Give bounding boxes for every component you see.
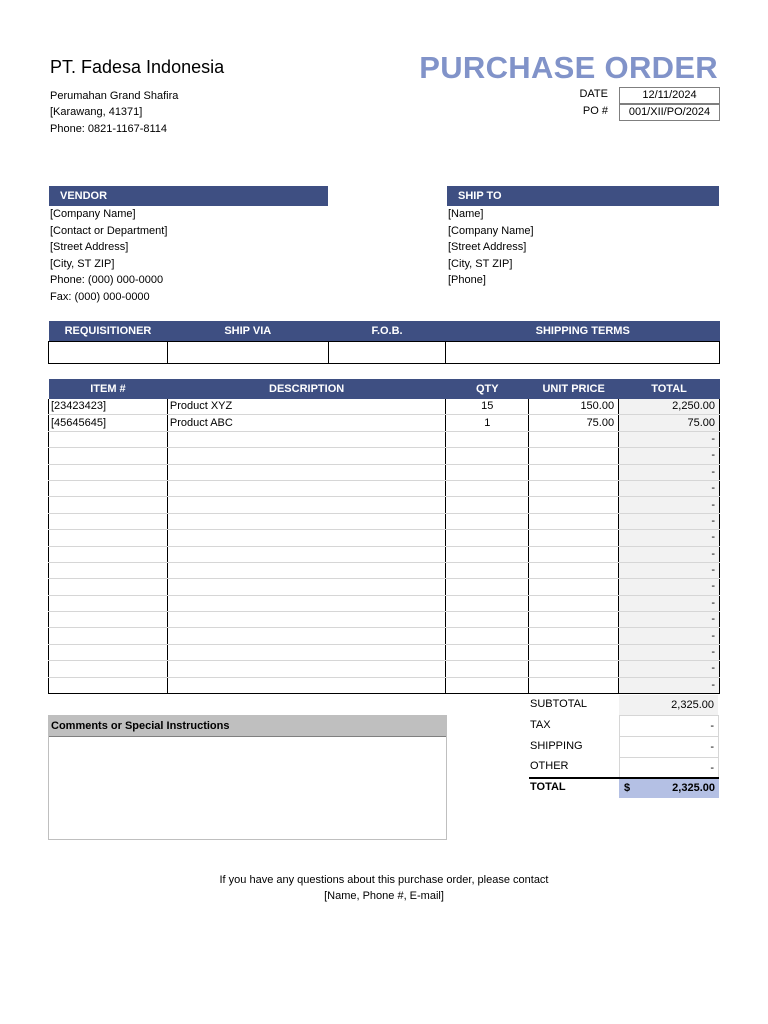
shipping-col-header: SHIPPING TERMS [446, 321, 720, 342]
item-number-cell[interactable] [49, 579, 168, 595]
description-cell[interactable] [167, 448, 446, 464]
description-cell[interactable] [167, 497, 446, 513]
other-label: OTHER [530, 760, 569, 772]
table-row [49, 464, 720, 480]
shipping-info-table [48, 321, 720, 364]
item-number-cell[interactable] [49, 595, 168, 611]
item-number-cell[interactable] [49, 677, 168, 693]
table-row [49, 480, 720, 496]
description-cell[interactable] [167, 546, 446, 562]
ship-to-details [448, 206, 534, 289]
item-number-cell[interactable] [49, 530, 168, 546]
unit-price-cell[interactable] [529, 628, 619, 644]
description-cell[interactable] [167, 628, 446, 644]
po-number-label: PO # [582, 105, 608, 117]
total-label: TOTAL [530, 781, 566, 793]
shipping-cell[interactable] [446, 342, 720, 364]
grand-total-cell [619, 779, 719, 798]
line-total-cell: - [619, 497, 720, 513]
description-cell[interactable] [167, 431, 446, 447]
tax-label: TAX [530, 719, 551, 731]
line-total-cell: - [619, 579, 720, 595]
grand-total-value: 2,325.00 [672, 782, 715, 794]
unit-price-cell[interactable] [529, 431, 619, 447]
shipping-col-header: REQUISITIONER [49, 321, 168, 342]
item-col-header: ITEM # [49, 379, 168, 399]
unit-price-cell[interactable] [529, 595, 619, 611]
item-number-cell[interactable] [49, 644, 168, 660]
footer-contact-text: If you have any questions about this purchase order, please contact [219, 874, 549, 886]
ship-to-line: [City, ST ZIP] [448, 257, 513, 270]
table-row [49, 595, 720, 611]
vendor-line: Phone: (000) 000-0000 [50, 274, 164, 287]
unit-price-cell[interactable] [529, 513, 619, 529]
qty-cell[interactable] [446, 595, 529, 611]
company-phone: Phone: 0821-1167-8114 [50, 123, 168, 135]
unit-price-cell[interactable] [529, 480, 619, 496]
item-number-cell[interactable] [49, 480, 168, 496]
description-cell[interactable] [167, 562, 446, 578]
line-total-cell: - [619, 612, 720, 628]
unit-price-cell[interactable] [529, 612, 619, 628]
shipping-col-header: F.O.B. [328, 321, 446, 342]
ship-to-line: [Phone] [448, 274, 486, 287]
subtotal-label: SUBTOTAL [530, 698, 588, 710]
item-col-header: TOTAL [619, 379, 720, 399]
qty-cell[interactable] [446, 612, 529, 628]
line-total-cell: - [619, 513, 720, 529]
unit-price-cell[interactable]: 150.00 [529, 399, 619, 415]
qty-cell[interactable] [446, 579, 529, 595]
description-cell[interactable] [167, 661, 446, 677]
vendor-line: [City, ST ZIP] [50, 257, 115, 270]
shipping-cell[interactable] [49, 342, 168, 364]
shipping-label: SHIPPING [530, 740, 583, 752]
qty-cell[interactable] [446, 628, 529, 644]
table-row [49, 513, 720, 529]
unit-price-cell[interactable]: 75.00 [529, 415, 619, 431]
table-row [49, 677, 720, 693]
unit-price-cell[interactable] [529, 677, 619, 693]
table-row [49, 628, 720, 644]
table-row [49, 644, 720, 660]
description-cell[interactable] [167, 513, 446, 529]
table-row [49, 612, 720, 628]
qty-cell[interactable] [446, 480, 529, 496]
company-address-line2: [Karawang, 41371] [50, 106, 143, 118]
company-name: PT. Fadesa Indonesia [50, 57, 225, 77]
tax-value[interactable]: - [619, 715, 719, 737]
item-number-cell[interactable] [49, 431, 168, 447]
vendor-line: [Contact or Department] [50, 224, 168, 237]
vendor-details [50, 206, 167, 306]
description-cell[interactable] [167, 579, 446, 595]
shipping-col-header: SHIP VIA [167, 321, 328, 342]
qty-cell[interactable] [446, 546, 529, 562]
description-cell[interactable] [167, 644, 446, 660]
table-row [49, 546, 720, 562]
line-total-cell: - [619, 628, 720, 644]
qty-cell[interactable] [446, 661, 529, 677]
qty-cell[interactable]: 15 [446, 399, 529, 415]
description-cell[interactable] [167, 480, 446, 496]
comments-box [48, 715, 447, 840]
ship-to-line: [Company Name] [448, 224, 534, 237]
ship-to-line: [Street Address] [448, 241, 527, 254]
company-address-line1: Perumahan Grand Shafira [50, 90, 179, 102]
vendor-line: [Street Address] [50, 241, 129, 254]
qty-cell[interactable]: 1 [446, 415, 529, 431]
date-field[interactable]: 12/11/2024 [619, 87, 720, 104]
vendor-header [49, 186, 328, 206]
line-total-cell: - [619, 464, 720, 480]
qty-cell[interactable] [446, 448, 529, 464]
qty-cell[interactable] [446, 562, 529, 578]
line-total-cell: - [619, 546, 720, 562]
other-value[interactable]: - [619, 757, 719, 779]
line-total-cell: - [619, 448, 720, 464]
unit-price-cell[interactable] [529, 579, 619, 595]
item-col-header: DESCRIPTION [167, 379, 446, 399]
line-total-cell: - [619, 530, 720, 546]
item-number-cell[interactable] [49, 448, 168, 464]
table-row [49, 562, 720, 578]
line-total-cell: - [619, 480, 720, 496]
unit-price-cell[interactable] [529, 661, 619, 677]
description-cell[interactable] [167, 677, 446, 693]
ship-to-header [447, 186, 719, 206]
table-row [49, 661, 720, 677]
item-number-cell[interactable] [49, 628, 168, 644]
qty-cell[interactable] [446, 644, 529, 660]
shipping-cell[interactable] [328, 342, 446, 364]
table-row [49, 415, 720, 431]
vendor-header-label: VENDOR [60, 190, 108, 202]
shipping-cell[interactable] [167, 342, 328, 364]
footer-contact-details: [Name, Phone #, E-mail] [324, 890, 444, 902]
line-total-cell: - [619, 595, 720, 611]
item-number-cell[interactable] [49, 661, 168, 677]
unit-price-cell[interactable] [529, 562, 619, 578]
line-total-cell: 2,250.00 [619, 399, 720, 415]
qty-cell[interactable] [446, 513, 529, 529]
item-col-header: UNIT PRICE [529, 379, 619, 399]
qty-cell[interactable] [446, 431, 529, 447]
qty-cell[interactable] [446, 464, 529, 480]
line-total-cell: - [619, 661, 720, 677]
ship-to-line: [Name] [448, 208, 484, 220]
item-number-cell[interactable] [49, 513, 168, 529]
po-number-field[interactable]: 001/XII/PO/2024 [619, 104, 720, 121]
description-cell[interactable]: Product ABC [167, 415, 446, 431]
item-number-cell[interactable] [49, 464, 168, 480]
vendor-line: [Company Name] [50, 208, 136, 220]
line-total-cell: - [619, 562, 720, 578]
document-title: PURCHASE ORDER [419, 50, 718, 85]
date-label: DATE [579, 88, 608, 100]
table-row [49, 530, 720, 546]
description-cell[interactable] [167, 530, 446, 546]
qty-cell[interactable] [446, 677, 529, 693]
table-row [49, 431, 720, 447]
item-col-header: QTY [446, 379, 529, 399]
unit-price-cell[interactable] [529, 464, 619, 480]
comments-header: Comments or Special Instructions [49, 716, 446, 737]
item-number-cell[interactable]: [45645645] [49, 415, 168, 431]
unit-price-cell[interactable] [529, 546, 619, 562]
line-total-cell: 75.00 [619, 415, 720, 431]
currency-symbol: $ [624, 782, 631, 794]
subtotal-value: 2,325.00 [619, 695, 718, 715]
item-number-cell[interactable] [49, 612, 168, 628]
item-number-cell[interactable] [49, 546, 168, 562]
item-number-cell[interactable] [49, 562, 168, 578]
vendor-line: Fax: (000) 000-0000 [50, 290, 150, 303]
item-number-cell[interactable] [49, 497, 168, 513]
line-total-cell: - [619, 431, 720, 447]
unit-price-cell[interactable] [529, 530, 619, 546]
line-total-cell: - [619, 677, 720, 693]
qty-cell[interactable] [446, 530, 529, 546]
shipping-value[interactable]: - [619, 736, 719, 758]
table-row [49, 497, 720, 513]
table-row [49, 399, 720, 415]
table-row [49, 448, 720, 464]
unit-price-cell[interactable] [529, 448, 619, 464]
line-items-table [48, 379, 720, 694]
description-cell[interactable] [167, 464, 446, 480]
line-total-cell: - [619, 644, 720, 660]
unit-price-cell[interactable] [529, 644, 619, 660]
description-cell[interactable]: Product XYZ [167, 399, 446, 415]
table-row [49, 579, 720, 595]
description-cell[interactable] [167, 612, 446, 628]
ship-to-header-label: SHIP TO [458, 190, 502, 202]
qty-cell[interactable] [446, 497, 529, 513]
unit-price-cell[interactable] [529, 497, 619, 513]
description-cell[interactable] [167, 595, 446, 611]
item-number-cell[interactable]: [23423423] [49, 399, 168, 415]
comments-input[interactable] [49, 737, 446, 837]
